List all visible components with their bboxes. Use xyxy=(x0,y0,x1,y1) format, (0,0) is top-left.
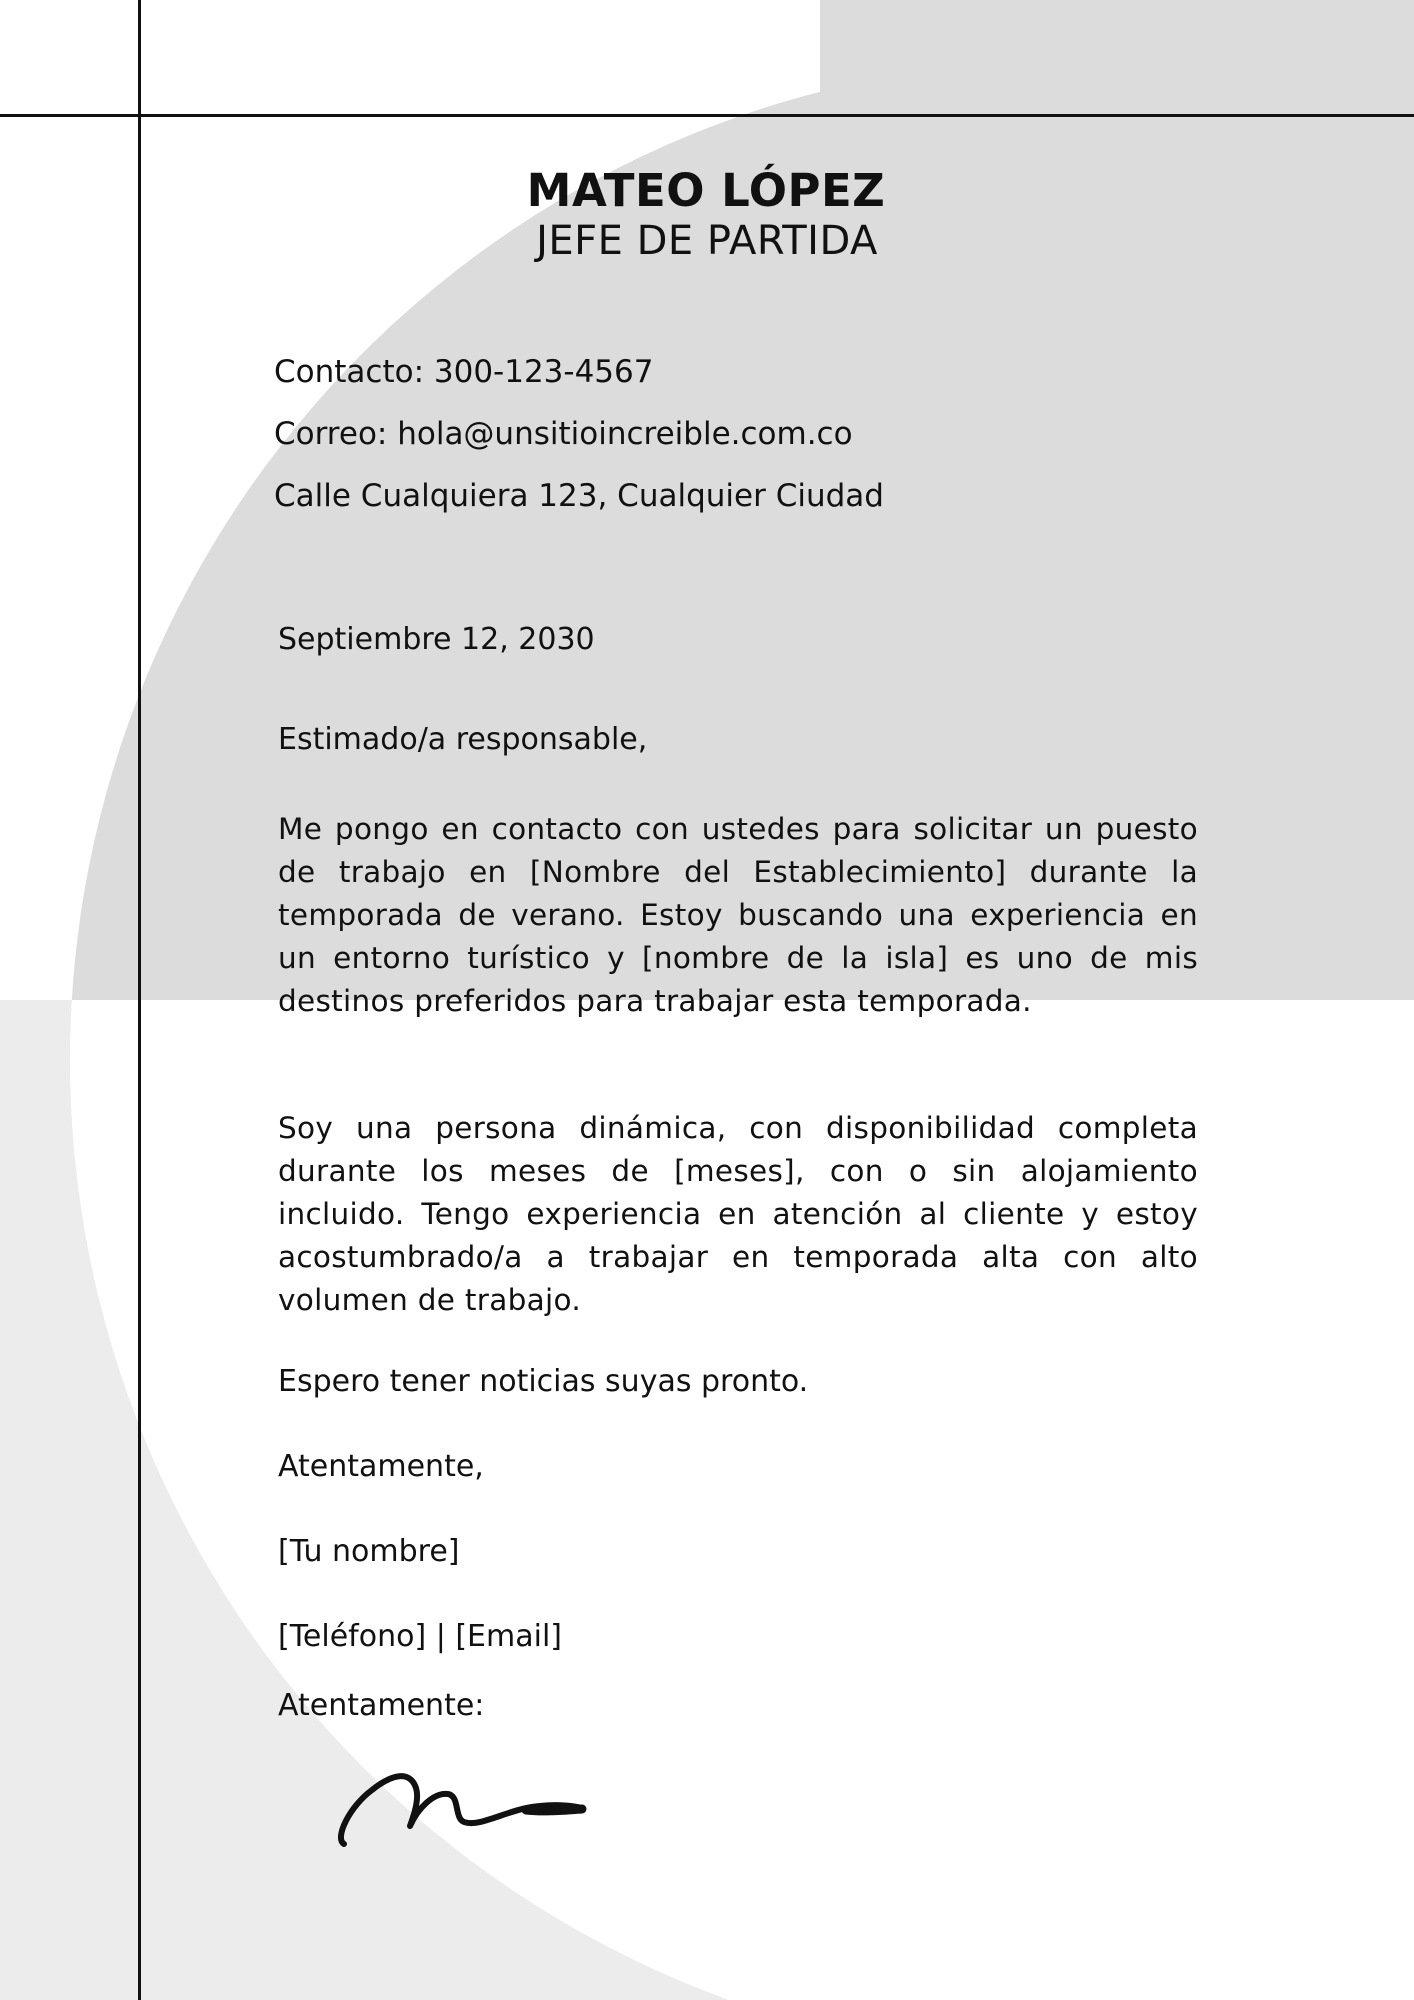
vertical-rule xyxy=(138,0,141,2000)
horizontal-rule xyxy=(0,114,1414,117)
applicant-role: JEFE DE PARTIDA xyxy=(536,218,878,264)
letter-sign-off: Atentamente, xyxy=(278,1449,484,1484)
letter-greeting: Estimado/a responsable, xyxy=(278,722,648,757)
letter-paragraph-2: Soy una persona dinámica, con disponibilidad completa durante los meses de [meses], con o sin alojamiento incluido. Tengo experiencia en atención al cliente y estoy acostumbrado/a a trabajar en temporada alta con alto volumen de trabajo. xyxy=(278,1111,1198,1317)
contact-phone: Contacto: 300-123-4567 xyxy=(274,354,654,390)
signature-label: Atentamente: xyxy=(278,1688,485,1723)
letter-date: Septiembre 12, 2030 xyxy=(278,622,595,657)
signer-name: [Tu nombre] xyxy=(278,1534,460,1569)
applicant-name: MATEO LÓPEZ xyxy=(526,164,886,217)
signer-contact: [Teléfono] | [Email] xyxy=(278,1619,562,1654)
contact-address: Calle Cualquiera 123, Cualquier Ciudad xyxy=(274,478,884,514)
handwritten-signature-icon xyxy=(330,1752,600,1862)
letter-paragraph-1: Me pongo en contacto con ustedes para solicitar un puesto de trabajo en [Nombre del Establecimiento] durante la temporada de verano. Estoy buscando una experiencia en un entorno turístico y [nombre de la isla] es uno de mis destinos preferidos para trabajar esta temporada. xyxy=(278,812,1198,1018)
contact-email: Correo: hola@unsitioincreible.com.co xyxy=(274,416,853,452)
letter-paragraph-3: Espero tener noticias suyas pronto. xyxy=(278,1364,809,1399)
